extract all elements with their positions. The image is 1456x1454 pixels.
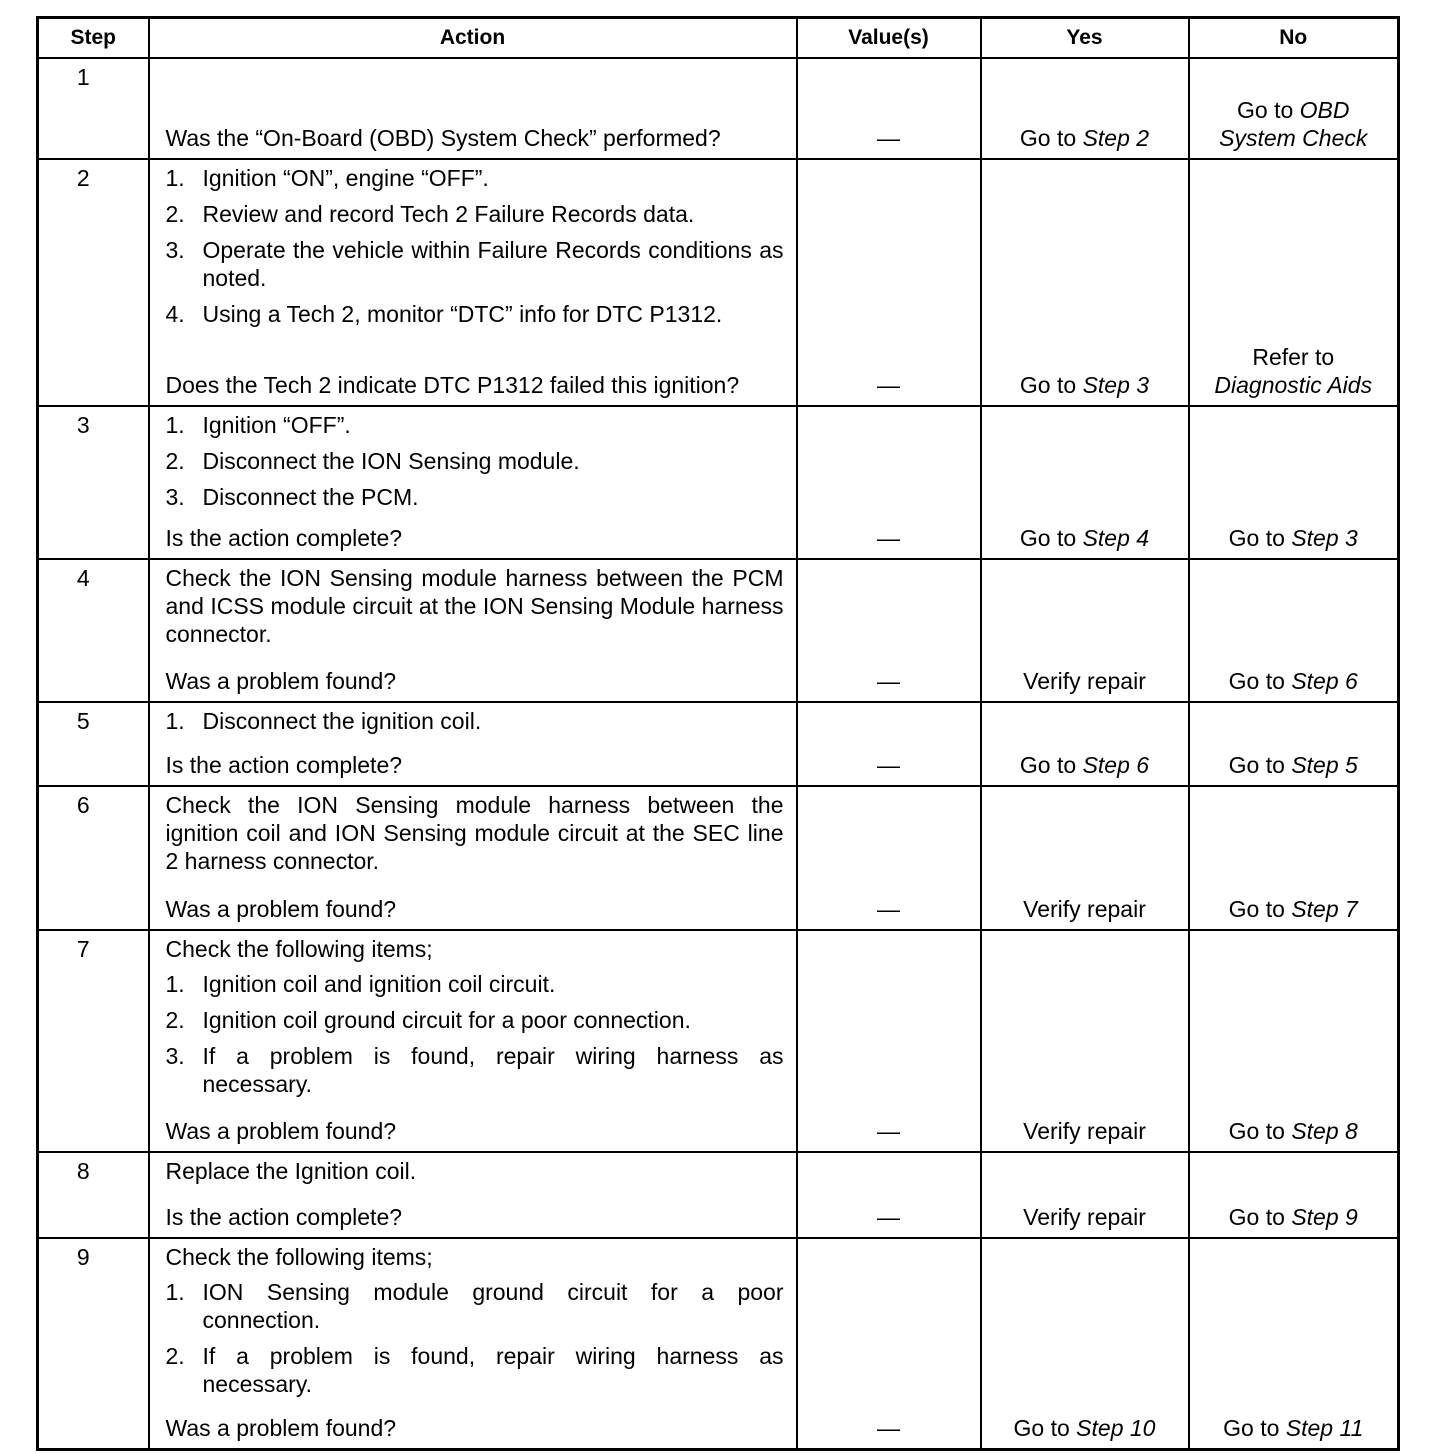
action-step-item: 2. Review and record Tech 2 Failure Records data. [165,201,695,227]
yes-outcome [981,406,1189,559]
action-cell [149,930,797,1152]
yes-outcome [981,786,1189,930]
header-yes: Yes [981,18,1189,59]
action-step-item: 3. Disconnect the PCM. [165,484,419,510]
table-row [38,702,1399,786]
action-step-item: 4. Using a Tech 2, monitor “DTC” info for DTC P1312. [165,301,723,327]
action-step-text: Ignition “ON”, engine “OFF”. [202,165,489,191]
action-content [166,707,784,779]
action-body [166,707,784,743]
no-outcome-text: Go to [1228,1204,1292,1230]
action-step-item: 2. If a problem is found, repair wiring harness as necessary. [165,1343,784,1397]
action-steps-list [166,1278,784,1398]
header-row [38,18,1399,59]
yes-outcome-reference: Step 6 [1082,752,1150,778]
yes-outcome-text: Verify repair [1023,896,1146,922]
yes-outcome [981,559,1189,702]
action-step-item: 1. ION Sensing module ground circuit for a poor connection. [165,1279,784,1333]
value-cell: — [797,702,981,786]
yes-outcome-text: Go to [1019,372,1083,398]
action-step-text: Disconnect the PCM. [202,484,419,510]
no-outcome-reference: OBD System Check [1219,97,1368,151]
action-content [166,1243,784,1442]
action-steps-list [166,411,784,511]
action-step-text: ION Sensing module ground circuit for a poor connection. [202,1279,784,1333]
yes-outcome-text: Verify repair [1023,1204,1146,1230]
yes-outcome-text: Go to [1019,525,1083,551]
action-step-item: 1. Ignition “ON”, engine “OFF”. [165,165,489,191]
no-outcome-reference: Diagnostic Aids [1214,372,1373,398]
value-cell: — [797,559,981,702]
action-cell [149,702,797,786]
action-content [166,164,784,399]
no-outcome-reference: Step 3 [1291,525,1358,551]
yes-outcome-text: Verify repair [1023,1118,1146,1144]
no-outcome-text: Go to [1228,896,1292,922]
value-cell: — [797,58,981,159]
action-body [166,1243,784,1406]
action-cell [149,559,797,702]
table-row [38,58,1399,159]
action-question: Was a problem found? [165,1415,397,1441]
step-number: 8 [38,1152,149,1238]
action-body [166,411,784,519]
action-question: Is the action complete? [165,752,403,778]
yes-outcome-text: Go to [1013,1415,1077,1441]
action-body [166,564,784,655]
action-body [166,935,784,1106]
action-step-item: 2. Ignition coil ground circuit for a poor connection. [165,1007,691,1033]
no-outcome [1189,159,1399,406]
header-action: Action [149,18,797,59]
no-outcome-text: Go to [1223,1415,1286,1441]
action-question: Was a problem found? [165,896,397,922]
no-outcome-text: Refer to [1252,344,1335,370]
table-row [38,930,1399,1152]
step-number: 5 [38,702,149,786]
action-question: Is the action complete? [165,1204,403,1230]
action-body [166,791,784,882]
no-outcome-text: Go to [1228,668,1292,694]
no-outcome-reference: Step 6 [1291,668,1358,694]
action-step-text: Using a Tech 2, monitor “DTC” info for DTC P1312. [202,301,723,327]
action-step-text: Ignition coil and ignition coil circuit. [202,971,556,997]
table-row [38,559,1399,702]
action-step-item: 3. Operate the vehicle within Failure Records conditions as noted. [165,237,784,291]
yes-outcome-text: Verify repair [1023,668,1146,694]
action-intro: Check the ION Sensing module harness between the PCM and ICSS module circuit at the ION Sensing Module harness connector. [165,565,784,647]
value-cell: — [797,930,981,1152]
action-content [166,63,784,152]
step-number: 6 [38,786,149,930]
yes-outcome-text: Go to [1019,125,1083,151]
action-content [166,935,784,1145]
yes-outcome [981,58,1189,159]
yes-outcome [981,930,1189,1152]
yes-outcome-text: Go to [1019,752,1083,778]
action-intro: Check the following items; [165,1244,433,1270]
header-no: No [1189,18,1399,59]
header-values: Value(s) [797,18,981,59]
action-step-text: Ignition “OFF”. [202,412,351,438]
yes-outcome [981,159,1189,406]
table-row [38,786,1399,930]
action-body [166,1157,784,1192]
action-steps-list [166,707,784,735]
diagnostic-table [36,16,1400,1451]
value-cell: — [797,1238,981,1450]
action-step-item: 1. Disconnect the ignition coil. [165,708,482,734]
action-step-item: 1. Ignition coil and ignition coil circuit. [165,971,556,997]
step-number: 7 [38,930,149,1152]
action-step-item: 1. Ignition “OFF”. [165,412,351,438]
step-number: 9 [38,1238,149,1450]
value-cell: — [797,406,981,559]
action-question: Was a problem found? [165,1118,397,1144]
table-row [38,1238,1399,1450]
no-outcome [1189,1238,1399,1450]
yes-outcome-reference: Step 10 [1076,1415,1156,1441]
action-question: Was a problem found? [165,668,397,694]
step-number: 3 [38,406,149,559]
action-content [166,791,784,923]
no-outcome [1189,406,1399,559]
no-outcome-reference: Step 9 [1291,1204,1358,1230]
step-number: 4 [38,559,149,702]
action-question: Is the action complete? [165,525,403,551]
action-cell [149,1152,797,1238]
action-steps-list [166,970,784,1098]
step-number: 2 [38,159,149,406]
no-outcome-reference: Step 7 [1291,896,1358,922]
no-outcome [1189,930,1399,1152]
action-content [166,1157,784,1231]
yes-outcome [981,1238,1189,1450]
action-step-text: Review and record Tech 2 Failure Records data. [202,201,695,227]
action-cell [149,1238,797,1450]
header-step: Step [38,18,149,59]
no-outcome [1189,702,1399,786]
action-question: Was the “On-Board (OBD) System Check” performed? [165,125,721,151]
no-outcome-reference: Step 8 [1291,1118,1358,1144]
table-row [38,1152,1399,1238]
no-outcome [1189,58,1399,159]
value-cell: — [797,1152,981,1238]
step-number: 1 [38,58,149,159]
no-outcome-text: Go to [1228,525,1292,551]
action-step-text: Operate the vehicle within Failure Records conditions as noted. [202,237,784,291]
action-cell [149,406,797,559]
no-outcome-reference: Step 11 [1285,1415,1364,1441]
action-step-text: Ignition coil ground circuit for a poor connection. [202,1007,691,1033]
action-intro: Check the following items; [165,936,433,962]
no-outcome [1189,559,1399,702]
action-content [166,564,784,695]
action-cell [149,786,797,930]
action-step-text: Disconnect the ignition coil. [202,708,482,734]
table-row [38,159,1399,406]
yes-outcome-reference: Step 3 [1082,372,1150,398]
no-outcome [1189,786,1399,930]
no-outcome-text: Go to [1228,752,1292,778]
action-cell [149,58,797,159]
value-cell: — [797,786,981,930]
action-question: Does the Tech 2 indicate DTC P1312 failed this ignition? [165,372,740,398]
no-outcome [1189,1152,1399,1238]
yes-outcome [981,702,1189,786]
table-row [38,406,1399,559]
no-outcome-text: Go to [1228,1118,1292,1144]
action-steps-list [166,164,784,328]
action-body [166,164,784,336]
action-intro: Replace the Ignition coil. [165,1158,417,1184]
action-step-item: 3. If a problem is found, repair wiring harness as necessary. [165,1043,784,1097]
yes-outcome-reference: Step 4 [1082,525,1150,551]
action-step-item: 2. Disconnect the ION Sensing module. [165,448,580,474]
yes-outcome-reference: Step 2 [1082,125,1150,151]
yes-outcome [981,1152,1189,1238]
action-step-text: If a problem is found, repair wiring harness as necessary. [202,1043,784,1097]
action-step-text: If a problem is found, repair wiring harness as necessary. [202,1343,784,1397]
value-cell: — [797,159,981,406]
no-outcome-reference: Step 5 [1291,752,1358,778]
no-outcome-text: Go to [1237,97,1300,123]
action-intro: Check the ION Sensing module harness between the ignition coil and ION Sensing module circuit at the SEC line 2 harness connector. [165,792,784,874]
action-content [166,411,784,552]
action-cell [149,159,797,406]
action-step-text: Disconnect the ION Sensing module. [202,448,580,474]
